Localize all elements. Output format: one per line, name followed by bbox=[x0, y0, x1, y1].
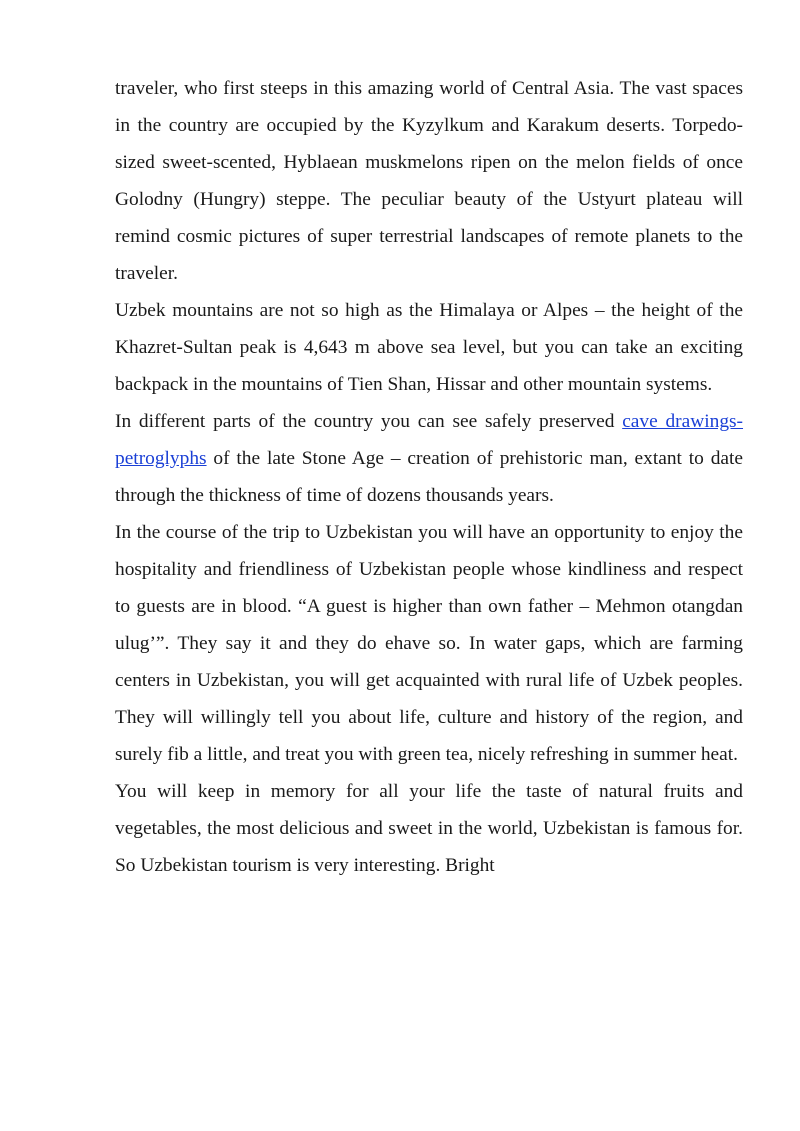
paragraph-deserts: traveler, who first steeps in this amazing world of Central Asia. The vast spaces in the country are occupied by the Kyzylkum and Karakum deserts. Torpedo-sized sweet-scented, Hyblaean muskmelons ripen on the melon fields of once Golodny (Hungry) steppe. The peculiar beauty of the Ustyurt plateau will remind cosmic pictures of super terrestrial landscapes of remote planets to the traveler. bbox=[115, 78, 743, 284]
paragraph-petroglyphs-after: of the late Stone Age – creation of prehistoric man, extant to date through the thickness of time of dozens thousands years. bbox=[115, 448, 743, 506]
paragraph-hospitality: In the course of the trip to Uzbekistan you will have an opportunity to enjoy the hospitality and friendliness of Uzbekistan people whose kindliness and respect to guests are in blood. “A guest is higher than own father – Mehmon otangdan ulug’”. They say it and they do ehave so. In water gaps, which are farming centers in Uzbekistan, you will get acquainted with rural life of Uzbek peoples. They will willingly tell you about life, culture and history of the region, and surely fib a little, and treat you with green tea, nicely refreshing in summer heat. bbox=[115, 522, 743, 765]
paragraph-petroglyphs bbox=[115, 403, 743, 514]
paragraph-petroglyphs-before: In different parts of the country you can see safely preserved bbox=[115, 411, 623, 432]
paragraph-fruits: You will keep in memory for all your life the taste of natural fruits and vegetables, the most delicious and sweet in the world, Uzbekistan is famous for. So Uzbekistan tourism is very interesting. Bright bbox=[115, 781, 743, 876]
document-body bbox=[115, 70, 743, 884]
paragraph-mountains: Uzbek mountains are not so high as the Himalaya or Alpes – the height of the Khazret-Sultan peak is 4,643 m above sea level, but you can take an exciting backpack in the mountains of Tien Shan, Hissar and other mountain systems. bbox=[115, 300, 743, 395]
petroglyphs-link[interactable]: cave drawings-petroglyphs bbox=[115, 411, 744, 469]
